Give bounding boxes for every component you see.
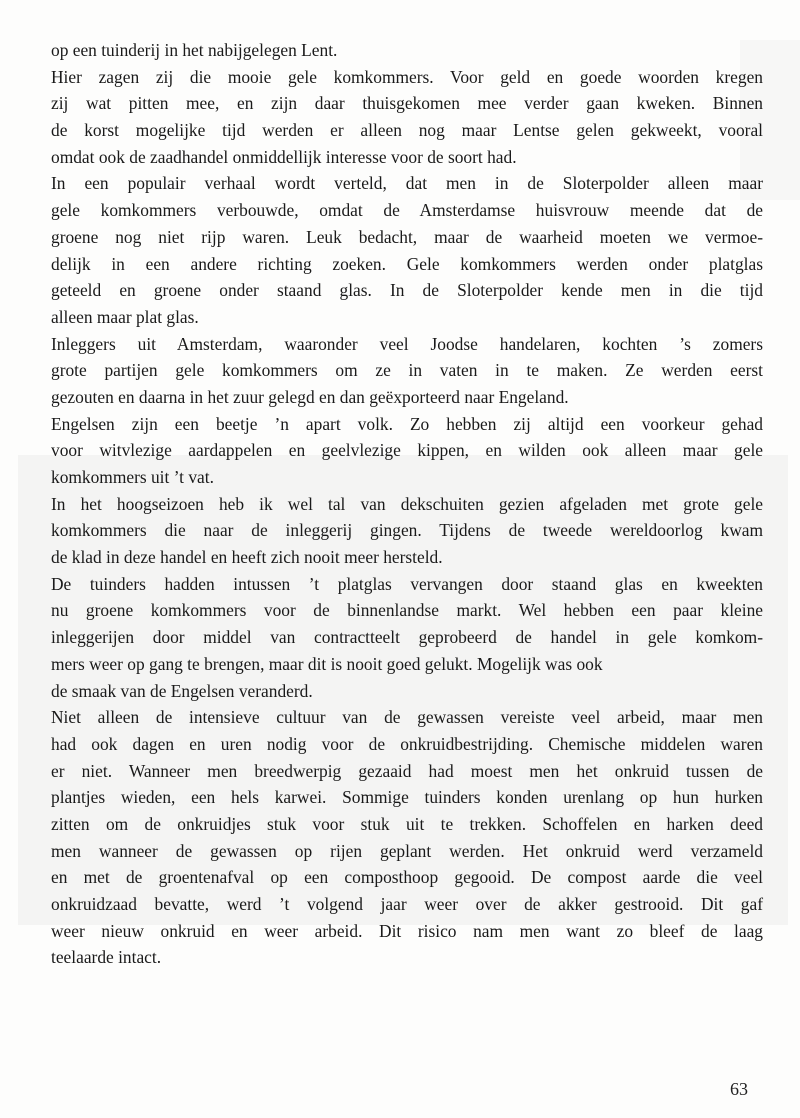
body-text	[51, 37, 763, 971]
text-line: delijk in een andere richting zoeken. Gele komkommers werden onder platglas	[51, 253, 763, 274]
text-line: grote partijen gele komkommers om ze in vaten in te maken. Ze werden eerst	[51, 360, 763, 381]
text-line: komkommers die naar de inleggerij gingen. Tijdens de tweede wereldoorlog kwam	[51, 520, 763, 541]
text-line: zij wat pitten mee, en zijn daar thuisgekomen mee verder gaan kweken. Binnen	[51, 93, 763, 114]
text-line: had ook dagen en uren nodig voor de onkruidbestrijding. Chemische middelen waren	[51, 733, 763, 754]
text-line: Inleggers uit Amsterdam, waaronder veel Joodse handelaren, kochten ’s zomers	[51, 333, 763, 354]
text-line: alleen maar plat glas.	[51, 306, 199, 327]
text-line: Hier zagen zij die mooie gele komkommers. Voor geld en goede woorden kregen	[51, 66, 763, 87]
text-line: De tuinders hadden intussen ’t platglas vervangen door staand glas en kweekten	[51, 573, 763, 594]
text-line: omdat ook de zaadhandel onmiddellijk interesse voor de soort had.	[51, 146, 517, 167]
text-line: gezouten en daarna in het zuur gelegd en dan geëxporteerd naar Engeland.	[51, 386, 569, 407]
page-number: 63	[730, 1079, 748, 1099]
text-line: er niet. Wanneer men breedwerpig gezaaid had moest men het onkruid tussen de	[51, 760, 763, 781]
text-line: komkommers uit ’t vat.	[51, 467, 214, 487]
text-line: gele komkommers verbouwde, omdat de Amsterdamse huisvrouw meende dat de	[51, 200, 763, 221]
text-line: teelaarde intact.	[51, 947, 162, 968]
text-line: geteeld en groene onder staand glas. In de Sloterpolder kende men in die tijd	[51, 280, 763, 301]
text-line: de smaak van de Engelsen veranderd.	[51, 680, 313, 701]
text-line: mers weer op gang te brengen, maar dit is nooit goed gelukt. Mogelijk was ook	[51, 653, 603, 674]
text-line: onkruidzaad bevatte, werd ’t volgend jaar weer over de akker gestrooid. Dit gaf	[51, 894, 763, 914]
text-line: en met de groentenafval op een composthoop gegooid. De compost aarde die veel	[51, 867, 763, 888]
text-line: de korst mogelijke tijd werden er alleen nog maar Lentse gelen gekweekt, vooral	[51, 120, 763, 141]
text-line: plantjes wieden, een hels karwei. Sommige tuinders konden urenlang op hun hurken	[51, 787, 763, 808]
text-line: weer nieuw onkruid en weer arbeid. Dit risico nam men want zo bleef de laag	[51, 920, 763, 941]
text-line: op een tuinderij in het nabijgelegen Lent.	[51, 40, 338, 60]
text-line: Engelsen zijn een beetje ’n apart volk. Zo hebben zij altijd een voorkeur gehad	[51, 413, 763, 434]
text-line: In een populair verhaal wordt verteld, dat men in de Sloterpolder alleen maar	[51, 173, 763, 194]
text-line: groene nog niet rijp waren. Leuk bedacht, maar de waarheid moeten we vermoe-	[51, 226, 763, 247]
text-line: In het hoogseizoen heb ik wel tal van dekschuiten gezien afgeladen met grote gele	[51, 493, 763, 514]
text-line: zitten om de onkruidjes stuk voor stuk uit te trekken. Schoffelen en harken deed	[51, 813, 763, 834]
text-line: inleggerijen door middel van contractteelt geprobeerd de handel in gele komkom-	[51, 627, 763, 648]
text-line: de klad in deze handel en heeft zich nooit meer hersteld.	[51, 547, 443, 568]
text-line: Niet alleen de intensieve cultuur van de gewassen vereiste veel arbeid, maar men	[51, 707, 763, 728]
text-line: voor witvlezige aardappelen en geelvlezige kippen, en wilden ook alleen maar gele	[51, 440, 763, 461]
text-line: men wanneer de gewassen op rijen geplant werden. Het onkruid werd verzameld	[51, 840, 763, 861]
text-line: nu groene komkommers voor de binnenlandse markt. Wel hebben een paar kleine	[51, 600, 763, 621]
